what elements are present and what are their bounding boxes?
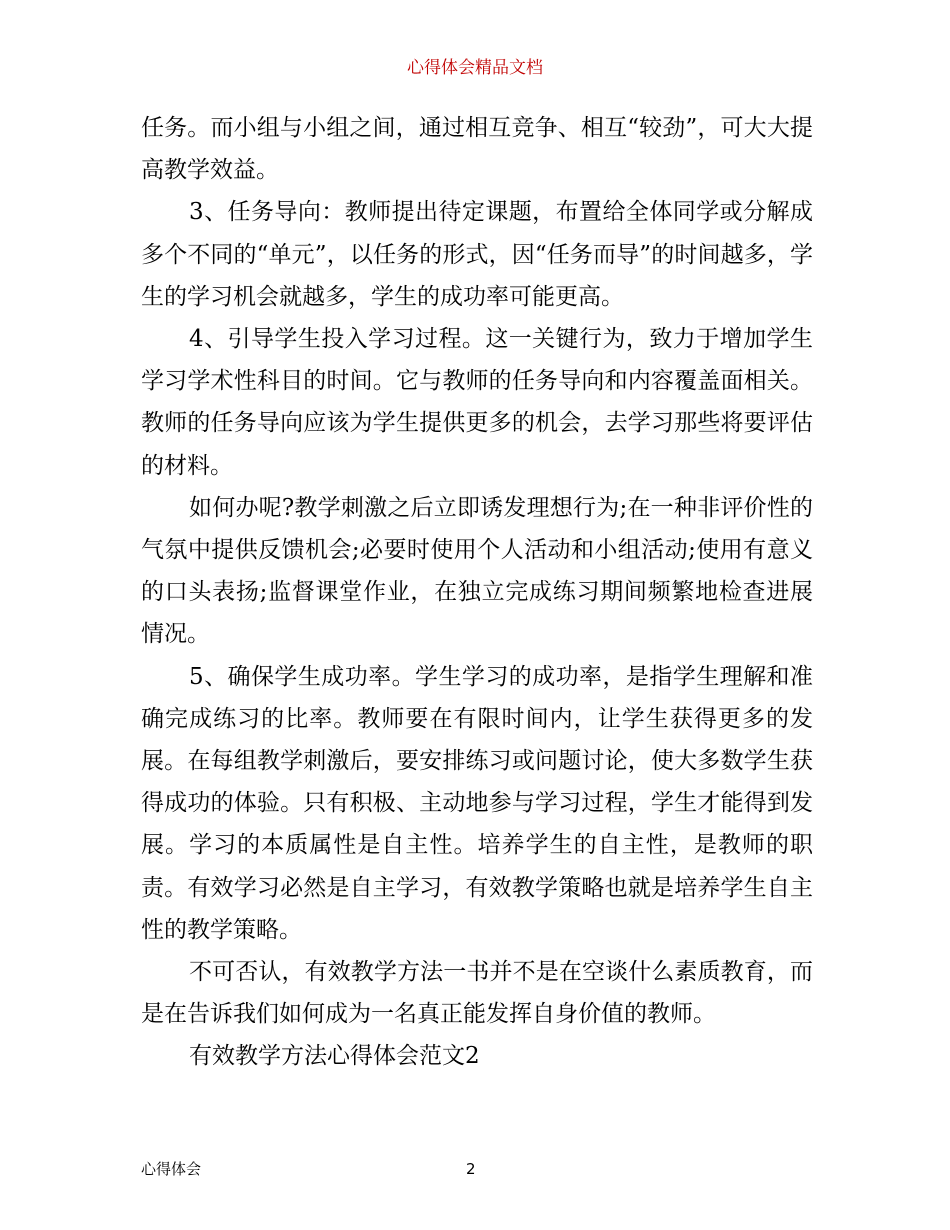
paragraph-5: 5、确保学生成功率。学生学习的成功率，是指学生理解和准确完成练习的比率。教师要在有限时间内，让学生获得更多的发展。在每组教学刺激后，要安排练习或问题讨论，使大多数学生获得成功的体验。只有积极、主动地参与学习过程，学生才能得到发展。学习的本质属性是自主性。培养学生的自主性，是教师的职责。有效学习必然是自主学习，有效教学策略也就是培养学生自主性的教学策略。 xyxy=(141,663,813,943)
paragraph-2: 3、任务导向：教师提出待定课题，布置给全体同学或分解成多个不同的“单元”，以任务的形式，因“任务而导”的时间越多，学生的学习机会就越多，学生的成功率可能更高。 xyxy=(141,199,813,310)
paragraph-4: 如何办呢?教学刺激之后立即诱发理想行为;在一种非评价性的气氛中提供反馈机会;必要时使用个人活动和小组活动;使用有意义的口头表扬;监督课堂作业，在独立完成练习期间频繁地检查进展情况。 xyxy=(141,494,813,648)
page-footer xyxy=(141,1157,813,1181)
page-header: 心得体会精品文档 xyxy=(407,58,543,78)
document-body xyxy=(141,107,813,1078)
paragraph-3: 4、引导学生投入学习过程。这一关键行为，致力于增加学生学习学术性科目的时间。它与教师的任务导向和内容覆盖面相关。教师的任务导向应该为学生提供更多的机会，去学习那些将要评估的材料。 xyxy=(141,326,813,479)
footer-label: 心得体会 xyxy=(141,1160,202,1178)
page-number: 2 xyxy=(466,1160,476,1178)
section-heading: 有效教学方法心得体会范文2 xyxy=(189,1043,480,1070)
paragraph-6: 不可否认，有效教学方法一书并不是在空谈什么素质教育，而是在告诉我们如何成为一名真正能发挥自身价值的教师。 xyxy=(141,959,813,1028)
paragraph-1: 任务。而小组与小组之间，通过相互竞争、相互“较劲”，可大大提高教学效益。 xyxy=(141,115,813,184)
